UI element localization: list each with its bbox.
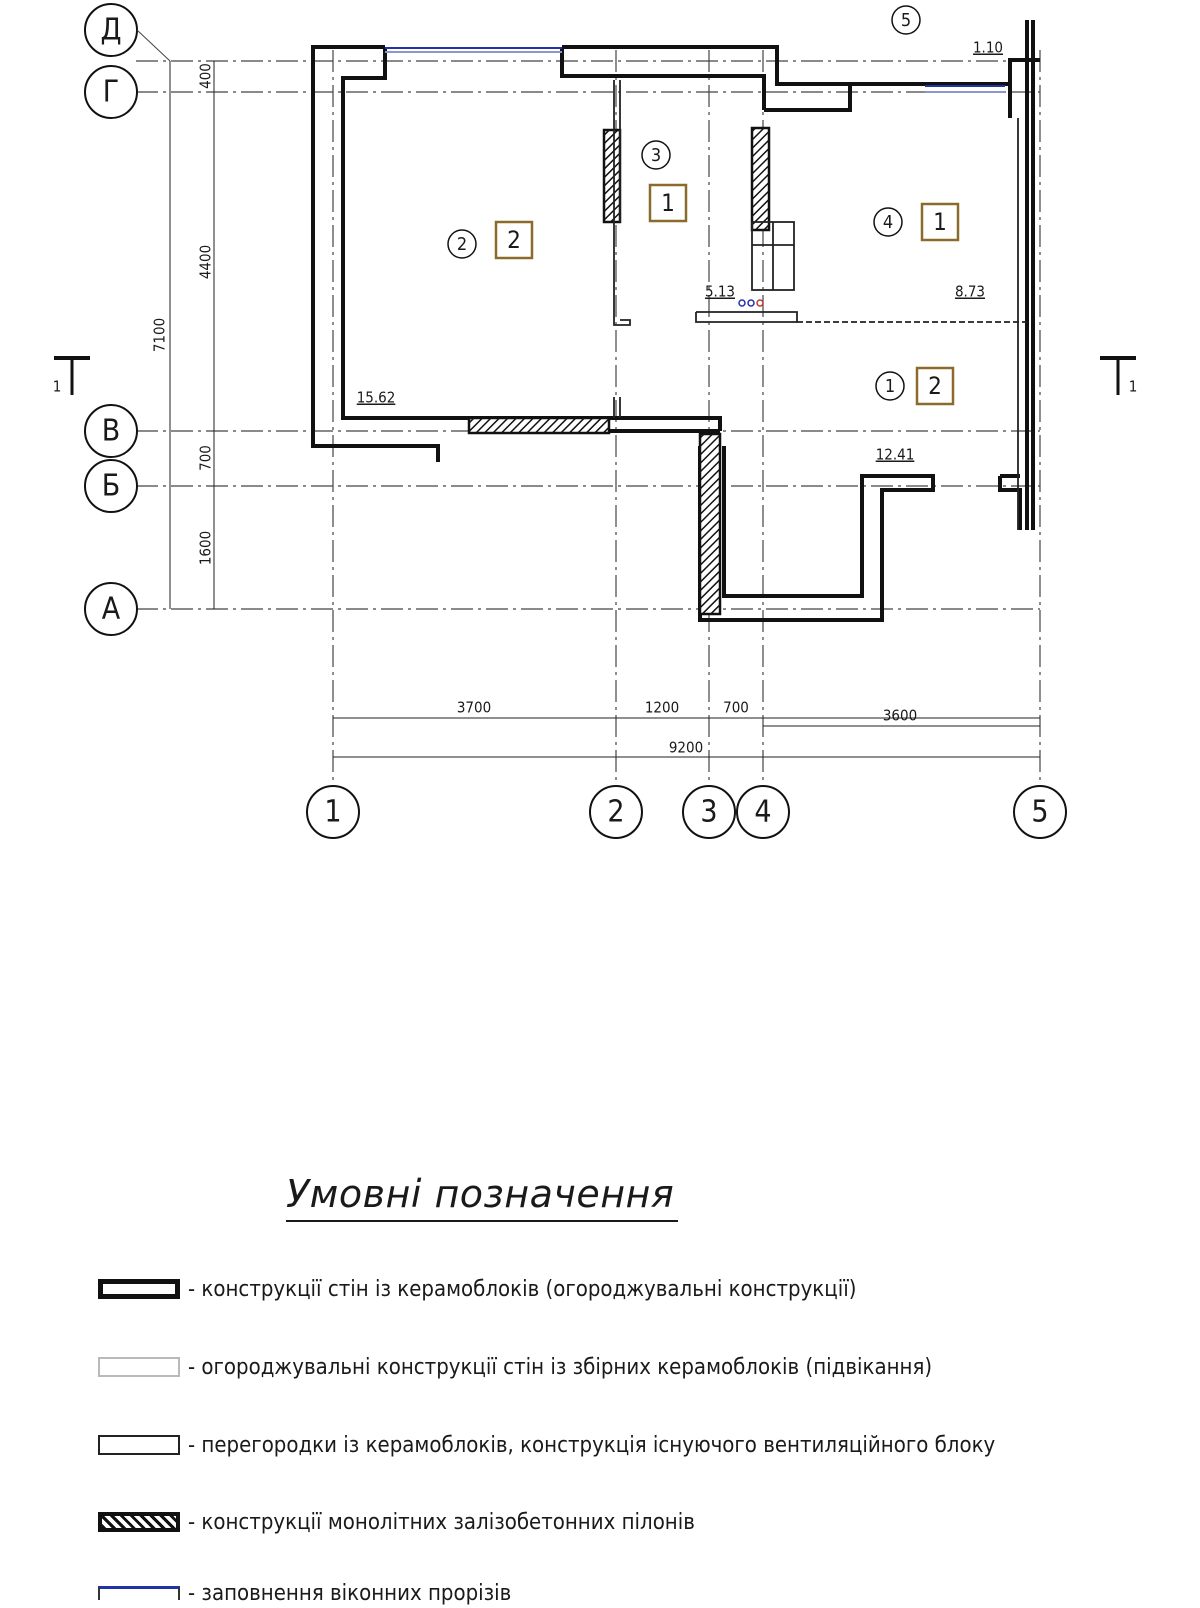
- axis-number-label: 4: [754, 794, 772, 830]
- legend-item-thin: [98, 1430, 995, 1460]
- legend-swatch-window: [98, 1586, 180, 1600]
- vertical-total-label: 7100: [150, 317, 169, 353]
- room-type-label: 1: [661, 189, 675, 217]
- room-type-label: 2: [507, 226, 521, 254]
- axis-leader: [137, 30, 170, 61]
- horizontal-total-label: 9200: [668, 738, 704, 757]
- vertical-dimension-label: 4400: [196, 244, 215, 280]
- legend-text: - огороджувальні конструкції стін із збірних керамоблоків (підвікання): [188, 1354, 933, 1380]
- axis-letter-label: Д: [100, 12, 122, 48]
- partitions: [614, 80, 1027, 530]
- legend-item-thick: [98, 1274, 856, 1304]
- legend-text: - конструкції стін із керамоблоків (огороджувальні конструкції): [188, 1276, 857, 1302]
- axis-number-label: 3: [700, 794, 718, 830]
- axis-letter-label: А: [101, 591, 121, 627]
- room-number-label: 1: [884, 376, 896, 397]
- legend-item-hatch: [98, 1507, 695, 1537]
- room-area-label: 8.73: [954, 282, 986, 301]
- axis-number-label: 2: [607, 794, 625, 830]
- section-mark-label: 1: [1128, 377, 1138, 396]
- legend-text: - заповнення віконних прорізів: [188, 1580, 512, 1606]
- vertical-dimension-label: 400: [196, 63, 215, 89]
- legend-item-grey: [98, 1352, 932, 1382]
- horizontal-dimension-label: 700: [723, 698, 749, 717]
- axis-number-label: 5: [1031, 794, 1049, 830]
- horizontal-dimension-label: 3700: [456, 698, 492, 717]
- room-number-label: 2: [456, 234, 468, 255]
- horizontal-grid-lines: [136, 61, 1040, 609]
- room-number-label: 5: [900, 10, 912, 31]
- legend-item-window: [98, 1578, 511, 1608]
- vertical-dimension-label: 1600: [196, 530, 215, 566]
- room-type-label: 1: [933, 208, 947, 236]
- legend-title: Умовні позначення: [286, 1172, 678, 1222]
- ventilation-dots: [739, 300, 763, 306]
- axis-letter-label: В: [101, 413, 121, 449]
- axis-letter-label: Г: [102, 74, 120, 110]
- legend-swatch-partition: [98, 1435, 180, 1455]
- legend-text: - конструкції монолітних залізобетонних пілонів: [188, 1509, 695, 1535]
- room-area-label: 15.62: [356, 388, 396, 407]
- room-number-label: 3: [650, 145, 662, 166]
- axis-letter-label: Б: [101, 468, 121, 504]
- legend-swatch-pylon: [98, 1512, 180, 1532]
- axis-number-label: 1: [324, 794, 342, 830]
- vertical-dimension-label: 700: [196, 445, 215, 471]
- legend-swatch-thick-wall: [98, 1279, 180, 1299]
- exterior-walls: [313, 20, 1040, 620]
- legend-swatch-grey-wall: [98, 1357, 180, 1377]
- room-area-label: 5.13: [704, 282, 736, 301]
- room-area-label: 12.41: [875, 445, 915, 464]
- horizontal-dimension-label: 3600: [882, 706, 918, 725]
- room-type-label: 2: [928, 372, 942, 400]
- horizontal-dimension-label: 1200: [644, 698, 680, 717]
- room-area-label: 1.10: [972, 38, 1004, 57]
- room-number-label: 4: [882, 212, 894, 233]
- section-mark-label: 1: [52, 377, 62, 396]
- legend-text: - перегородки із керамоблоків, конструкція існуючого вентиляційного блоку: [188, 1432, 996, 1458]
